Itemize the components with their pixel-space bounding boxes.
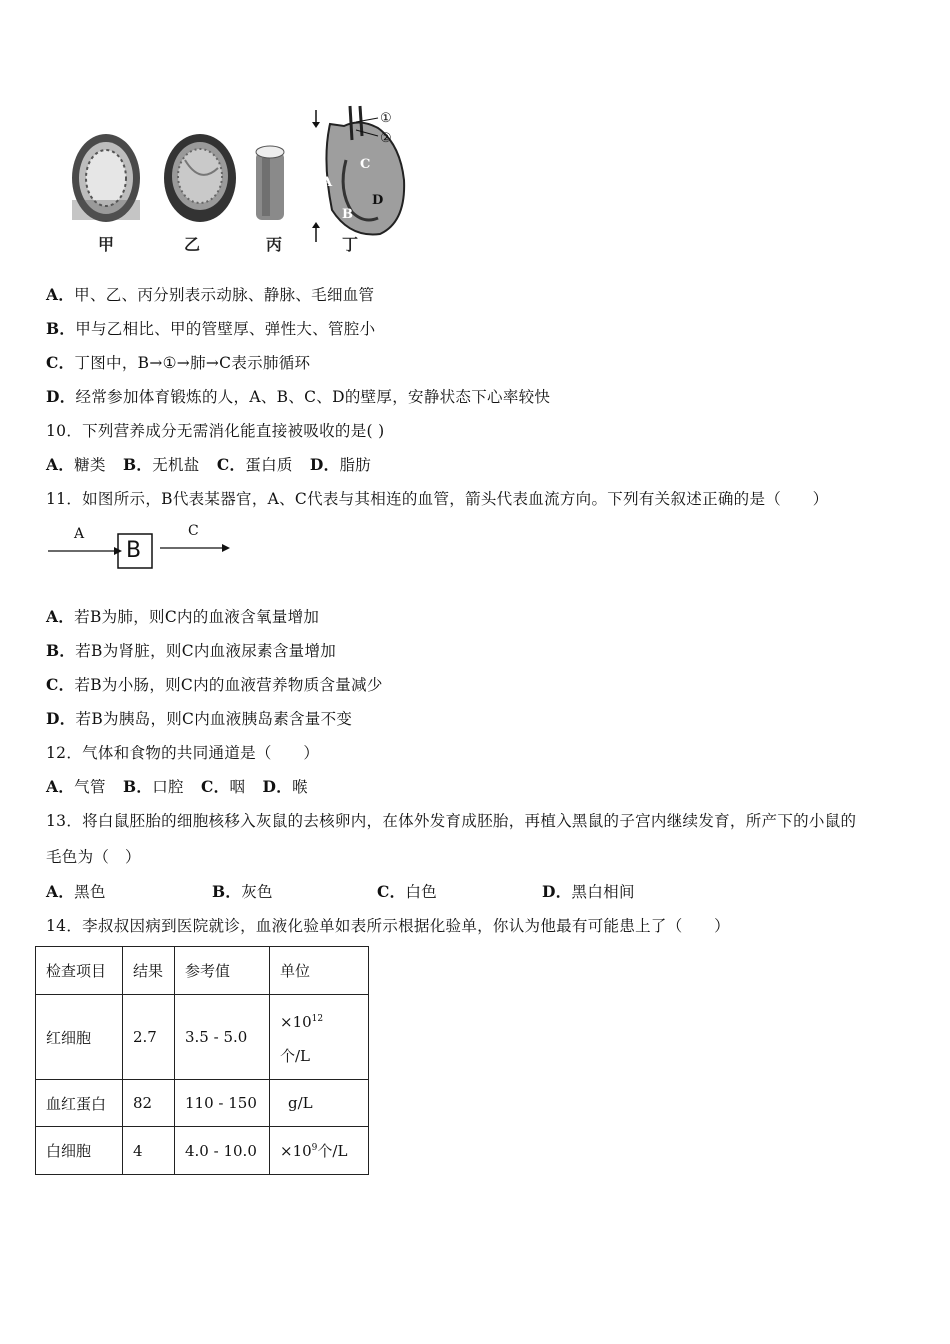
diagram-box-b: B [126,538,142,563]
diagram-label-a: A [74,526,85,542]
capillary-illustration [256,146,284,220]
table-row: 红细胞 2.7 3.5 - 5.0 $\times 10^{12}$ 个/L [36,995,369,1080]
heart-label-a: A [322,175,333,190]
q13-option-b: B．灰色 [212,882,273,901]
q11-diagram [46,520,246,572]
heart-label-d: D [372,193,384,208]
q11-option-d: D．若B为胰岛，则C内血液胰岛素含量不变 [46,709,353,728]
q11-option-b: B．若B为肾脏，则C内血液尿素含量增加 [46,641,337,660]
header-ref: 参考值 [175,947,270,995]
label-bing: 丙 [266,235,283,254]
blood-test-table [35,946,369,1175]
q9-option-d: D．经常参加体育锻炼的人，A、B、C、D的壁厚，安静状态下心率较快 [46,387,551,406]
vessel-heart-figure [60,100,420,260]
header-result: 结果 [123,947,175,995]
q10-stem: 10．下列营养成分无需消化能直接被吸收的是( ) [46,422,385,440]
table-row: 白细胞 4 4.0 - 10.0 $\times 10^9$个/L [36,1127,369,1175]
q13-stem-line2: 毛色为（ ） [46,848,141,866]
q11-option-c: C．若B为小肠，则C内的血液营养物质含量减少 [46,675,383,694]
q13-option-d: D．黑白相间 [542,882,635,901]
q12-stem: 12．气体和食物的共同通道是（ ） [46,744,320,762]
table-header-row [36,947,369,995]
q9-option-b: B．甲与乙相比、甲的管壁厚、弹性大、管腔小 [46,319,376,338]
label-yi: 乙 [184,235,201,254]
q14-stem: 14．李叔叔因病到医院就诊，血液化验单如表所示根据化验单，你认为他最有可能患上了（ ） [46,917,730,935]
heart-label-c: C [360,157,371,172]
q9-option-a: A．甲、乙、丙分别表示动脉、静脉、毛细血管 [46,285,375,304]
header-item: 检查项目 [36,947,123,995]
label-jia: 甲 [98,235,115,254]
marker-2: ② [380,131,392,146]
q11-stem: 11．如图所示，B代表某器官，A、C代表与其相连的血管，箭头代表血流方向。下列有关叙述正确的是（ ） [46,490,829,508]
q13-stem-line1: 13．将白鼠胚胎的细胞核移入灰鼠的去核卵内，在体外发育成胚胎，再植入黑鼠的子宫内继续发育，所产下的小鼠的 [46,812,857,830]
vein-illustration [164,134,236,222]
q9-option-c: C．丁图中，B→①→肺→C表示肺循环 [46,353,311,372]
q11-option-a: A．若B为肺，则C内的血液含氧量增加 [46,607,320,626]
q10-options: A．糖类 B．无机盐 C．蛋白质 D．脂肪 [46,455,372,474]
header-unit: 单位 [270,947,369,995]
label-ding: 丁 [342,235,359,254]
heart-label-b: B [342,207,353,222]
artery-illustration [72,134,140,222]
marker-1: ① [380,111,392,126]
q13-option-c: C．白色 [377,882,438,901]
q12-options: A．气管 B．口腔 C．咽 D．喉 [46,777,308,796]
q13-option-a: A．黑色 [46,882,106,901]
heart-illustration [312,106,404,242]
table-row: 血红蛋白 82 110 - 150 g/L [36,1080,369,1127]
diagram-label-c: C [188,523,199,539]
